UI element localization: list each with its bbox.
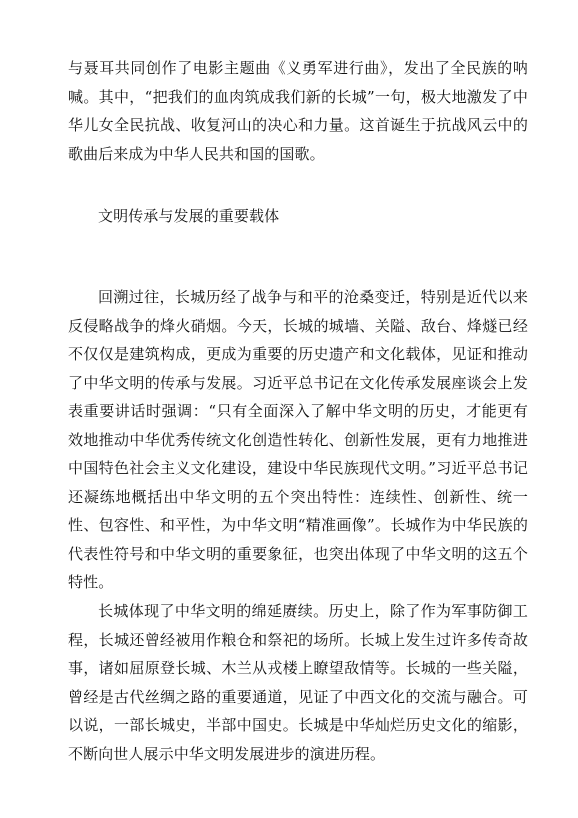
paragraph-continuity: 长城体现了中华文明的绵延赓续。历史上，除了作为军事防御工程，长城还曾经被用作粮仓和祭祀的场所。长城上发生过许多传奇故事，诸如屈原登长城、木兰从戎楼上瞭望敌情等。长城的一些关隘，曾经是古代丝绸之路的重要通道，见证了中西文化的交流与融合。可以说，一部长城史，半部中国史。长城是中华灿烂历史文化的缩影，不断向世人展示中华文明发展进步的演进历程。 [68, 602, 528, 763]
paragraph-heritage: 回溯过往，长城历经了战争与和平的沧桑变迁，特别是近代以来反侵略战争的烽火硝烟。今天，长城的城墙、关隘、敌台、烽燧已经不仅仅是建筑构成，更成为重要的历史遗产和文化载体，见证和推动了中华文明的传承与发展。习近平总书记在文化传承发展座谈会上发表重要讲话时强调：“只有全面深入了解中华文明的历史，才能更有效地推动中华优秀传统文化创造性转化、创新性发展，更有力地推进中国特色社会主义文化建设，建设中华民族现代文明。”习近平总书记还凝练地概括出中华文明的五个突出特性：连续性、创新性、统一性、包容性、和平性，为中华文明“精准画像”。长城作为中华民族的代表性符号和中华文明的重要象征，也突出体现了中华文明的这五个特性。 [68, 288, 528, 591]
section-heading: 文明传承与发展的重要载体 [98, 207, 280, 225]
paragraph-anthem: 与聂耳共同创作了电影主题曲《义勇军进行曲》，发出了全民族的呐喊。其中，“把我们的血肉筑成我们新的长城”一句，极大地激发了中华儿女全民抗战、收复河山的决心和力量。这首诞生于抗战风云中的歌曲后来成为中华人民共和国的国歌。 [68, 59, 528, 163]
